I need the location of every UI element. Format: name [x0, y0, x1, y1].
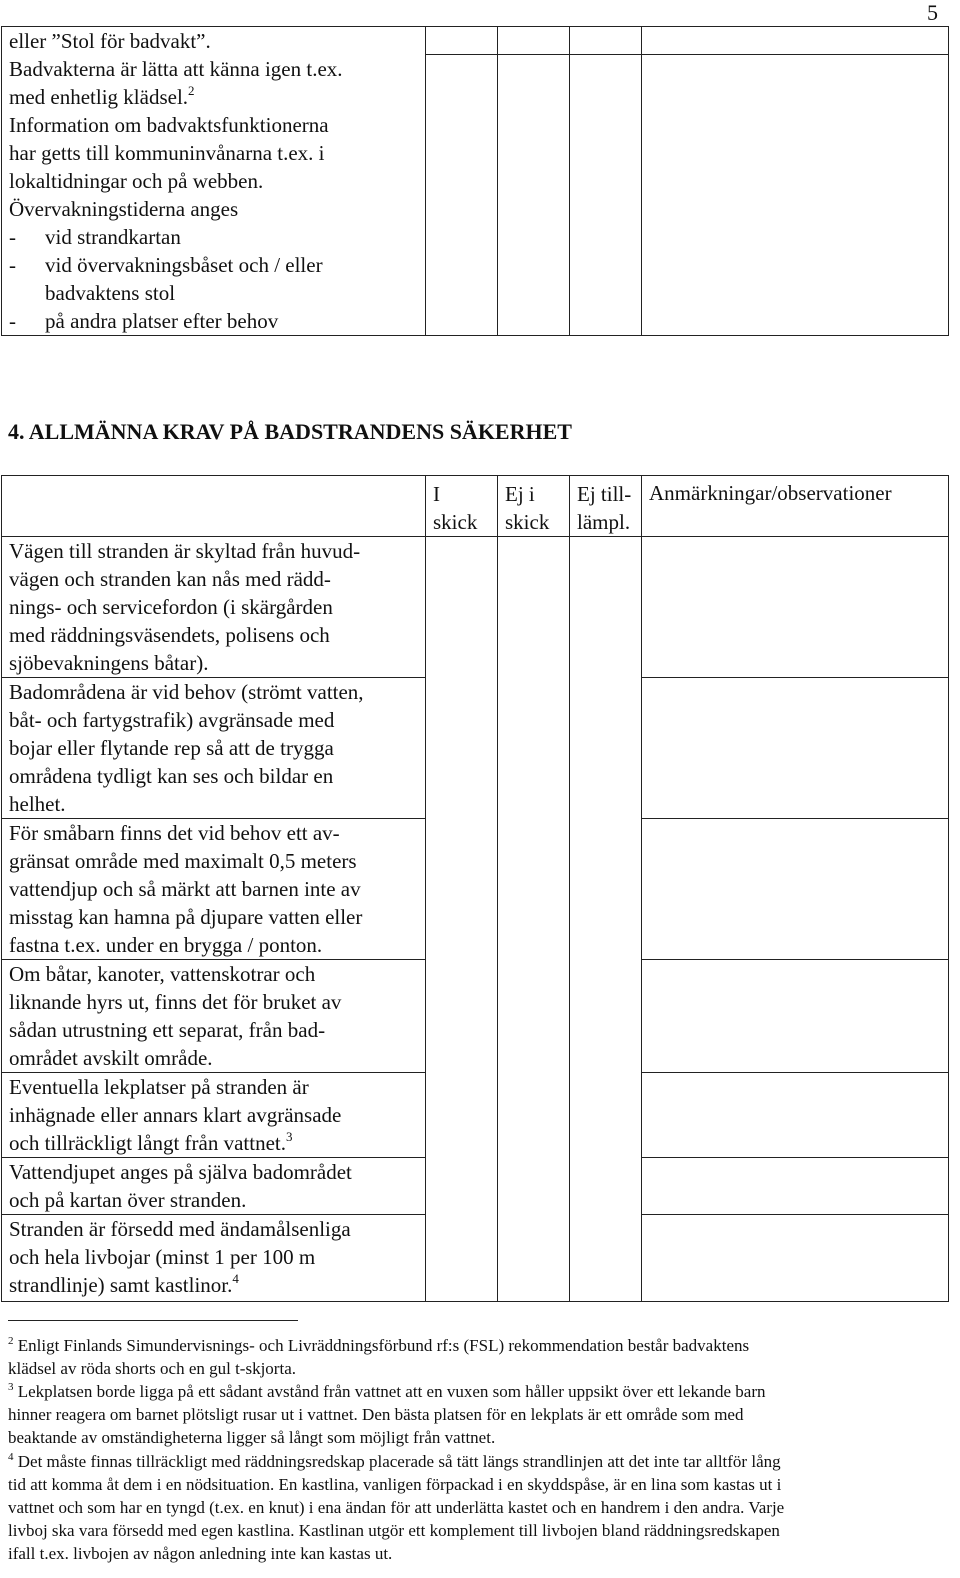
top-checklist-table — [1, 26, 949, 336]
footnote-ref: 2 — [188, 83, 195, 98]
text-line: med enhetlig klädsel.$^2$ — [9, 83, 195, 109]
footnote-3: $^3$ Lekplatsen borde ligga på ett sådant avstånd från vattnet att en vuxen som håller uppsikt över ett lekande barn hinner reagera om barnet plötsligt rusar ut i vattnet. Den bästa platsen för en lekplats är ett område som med beaktande av omständigheterna ligger så långt som möjligt från vattnet. — [8, 1381, 766, 1447]
remarks-cell[interactable] — [642, 960, 949, 1073]
footnote-4: $^4$ Det måste finnas tillräckligt med räddningsredskap placerade så tätt längs strandlinjen att det inte tar alltför lång tid att komma åt dem i en nödsituation. En kastlina, vanligen förpackad i en skyddspåse, är en lina som kastas ut i vattnet och som har en tyngd (t.ex. en knut) i ena ändan för att underlätta kastet och en handrem i den andra. Varje livboj ska vara försedd med egen kastlina. Kastlinan utgör ett komplement till livbojen bland räddningsredskapen ifall t.ex. livbojen av någon anledning inte kan kastas ut. — [8, 1451, 785, 1563]
requirement-cell: Stranden är försedd med ändamålsenliga och hela livbojar (minst 1 per 100 m strandlinje) samt kastlinor.$^4$ — [2, 1215, 426, 1302]
requirement-cell: Vägen till stranden är skyltad från huvud- vägen och stranden kan nås med rädd- nings- och servicefordon (i skärgården med räddningsväsendets, polisens och sjöbevakningens båtar). — [2, 537, 426, 678]
table-row — [2, 537, 949, 678]
header-remarks: Anmärkningar/observationer — [642, 476, 949, 537]
section-title: 4. ALLMÄNNA KRAV PÅ BADSTRANDENS SÄKERHET — [8, 419, 572, 444]
text-line: lokaltidningar och på webben. — [9, 169, 264, 193]
text-line: Övervakningstiderna anges — [9, 197, 239, 221]
check-cell[interactable] — [426, 27, 498, 55]
text-line: Badvakterna är lätta att känna igen t.ex. — [9, 57, 343, 81]
remarks-cell[interactable] — [642, 678, 949, 819]
requirement-cell: För småbarn finns det vid behov ett av- gränsat område med maximalt 0,5 meters vattendjup och så märkt att barnen inte av misstag kan hamna på djupare vatten eller fastna t.ex. under en brygga / ponton. — [2, 819, 426, 960]
check-cell[interactable] — [498, 55, 570, 336]
remarks-cell[interactable] — [642, 55, 949, 336]
safety-checklist-table — [1, 475, 949, 1302]
footnote-ref: 4 — [232, 1271, 239, 1286]
check-cell[interactable] — [426, 55, 498, 336]
text-line: har getts till kommuninvånarna t.ex. i — [9, 141, 325, 165]
check-cell[interactable] — [570, 27, 642, 55]
list-item: - vid strandkartan — [9, 225, 181, 249]
header-ej-i-skick: Ej i skick — [498, 476, 570, 537]
footnote-ref: 3 — [286, 1129, 293, 1144]
page-number: 5 — [927, 0, 938, 25]
requirement-cell: Eventuella lekplatser på stranden är inhägnade eller annars klart avgränsade och tillräckligt långt från vattnet.$^3$ — [2, 1073, 426, 1158]
text-line: eller ”Stol för badvakt”. — [9, 29, 211, 53]
remarks-cell[interactable] — [642, 1073, 949, 1158]
list-item: - på andra platser efter behov — [9, 309, 279, 333]
list-item-continuation: badvaktens stol — [45, 281, 176, 305]
text-line: Information om badvaktsfunktionerna — [9, 113, 329, 137]
requirement-cell: Vattendjupet anges på själva badområdet och på kartan över stranden. — [2, 1158, 426, 1215]
requirement-cell: Om båtar, kanoter, vattenskotrar och liknande hyrs ut, finns det för bruket av sådan utrustning ett separat, från bad- området avskilt område. — [2, 960, 426, 1073]
remarks-cell[interactable] — [642, 1215, 949, 1302]
check-cell[interactable] — [570, 537, 642, 1302]
check-cell[interactable] — [570, 55, 642, 336]
header-ej-tillampl: Ej till- lämpl. — [570, 476, 642, 537]
footnote-2: $^2$ Enligt Finlands Simundervisnings- och Livräddningsförbund rf:s (FSL) rekommendation består badvaktens klädsel av röda shorts och en gul t-skjorta. — [8, 1335, 750, 1378]
header-i-skick: I skick — [426, 476, 498, 537]
check-cell[interactable] — [426, 537, 498, 1302]
top-table-text-cell — [2, 27, 426, 336]
remarks-cell[interactable] — [642, 1158, 949, 1215]
remarks-cell[interactable] — [642, 27, 949, 55]
check-cell[interactable] — [498, 537, 570, 1302]
header-empty-cell — [2, 476, 426, 537]
check-cell[interactable] — [498, 27, 570, 55]
requirement-cell: Badområdena är vid behov (strömt vatten, båt- och fartygstrafik) avgränsade med bojar eller flytande rep så att de trygga områdena tydligt kan ses och bildar en helhet. — [2, 678, 426, 819]
list-item: - vid övervakningsbåset och / eller — [9, 253, 323, 277]
remarks-cell[interactable] — [642, 537, 949, 678]
footnote-divider — [8, 1320, 298, 1321]
remarks-cell[interactable] — [642, 819, 949, 960]
